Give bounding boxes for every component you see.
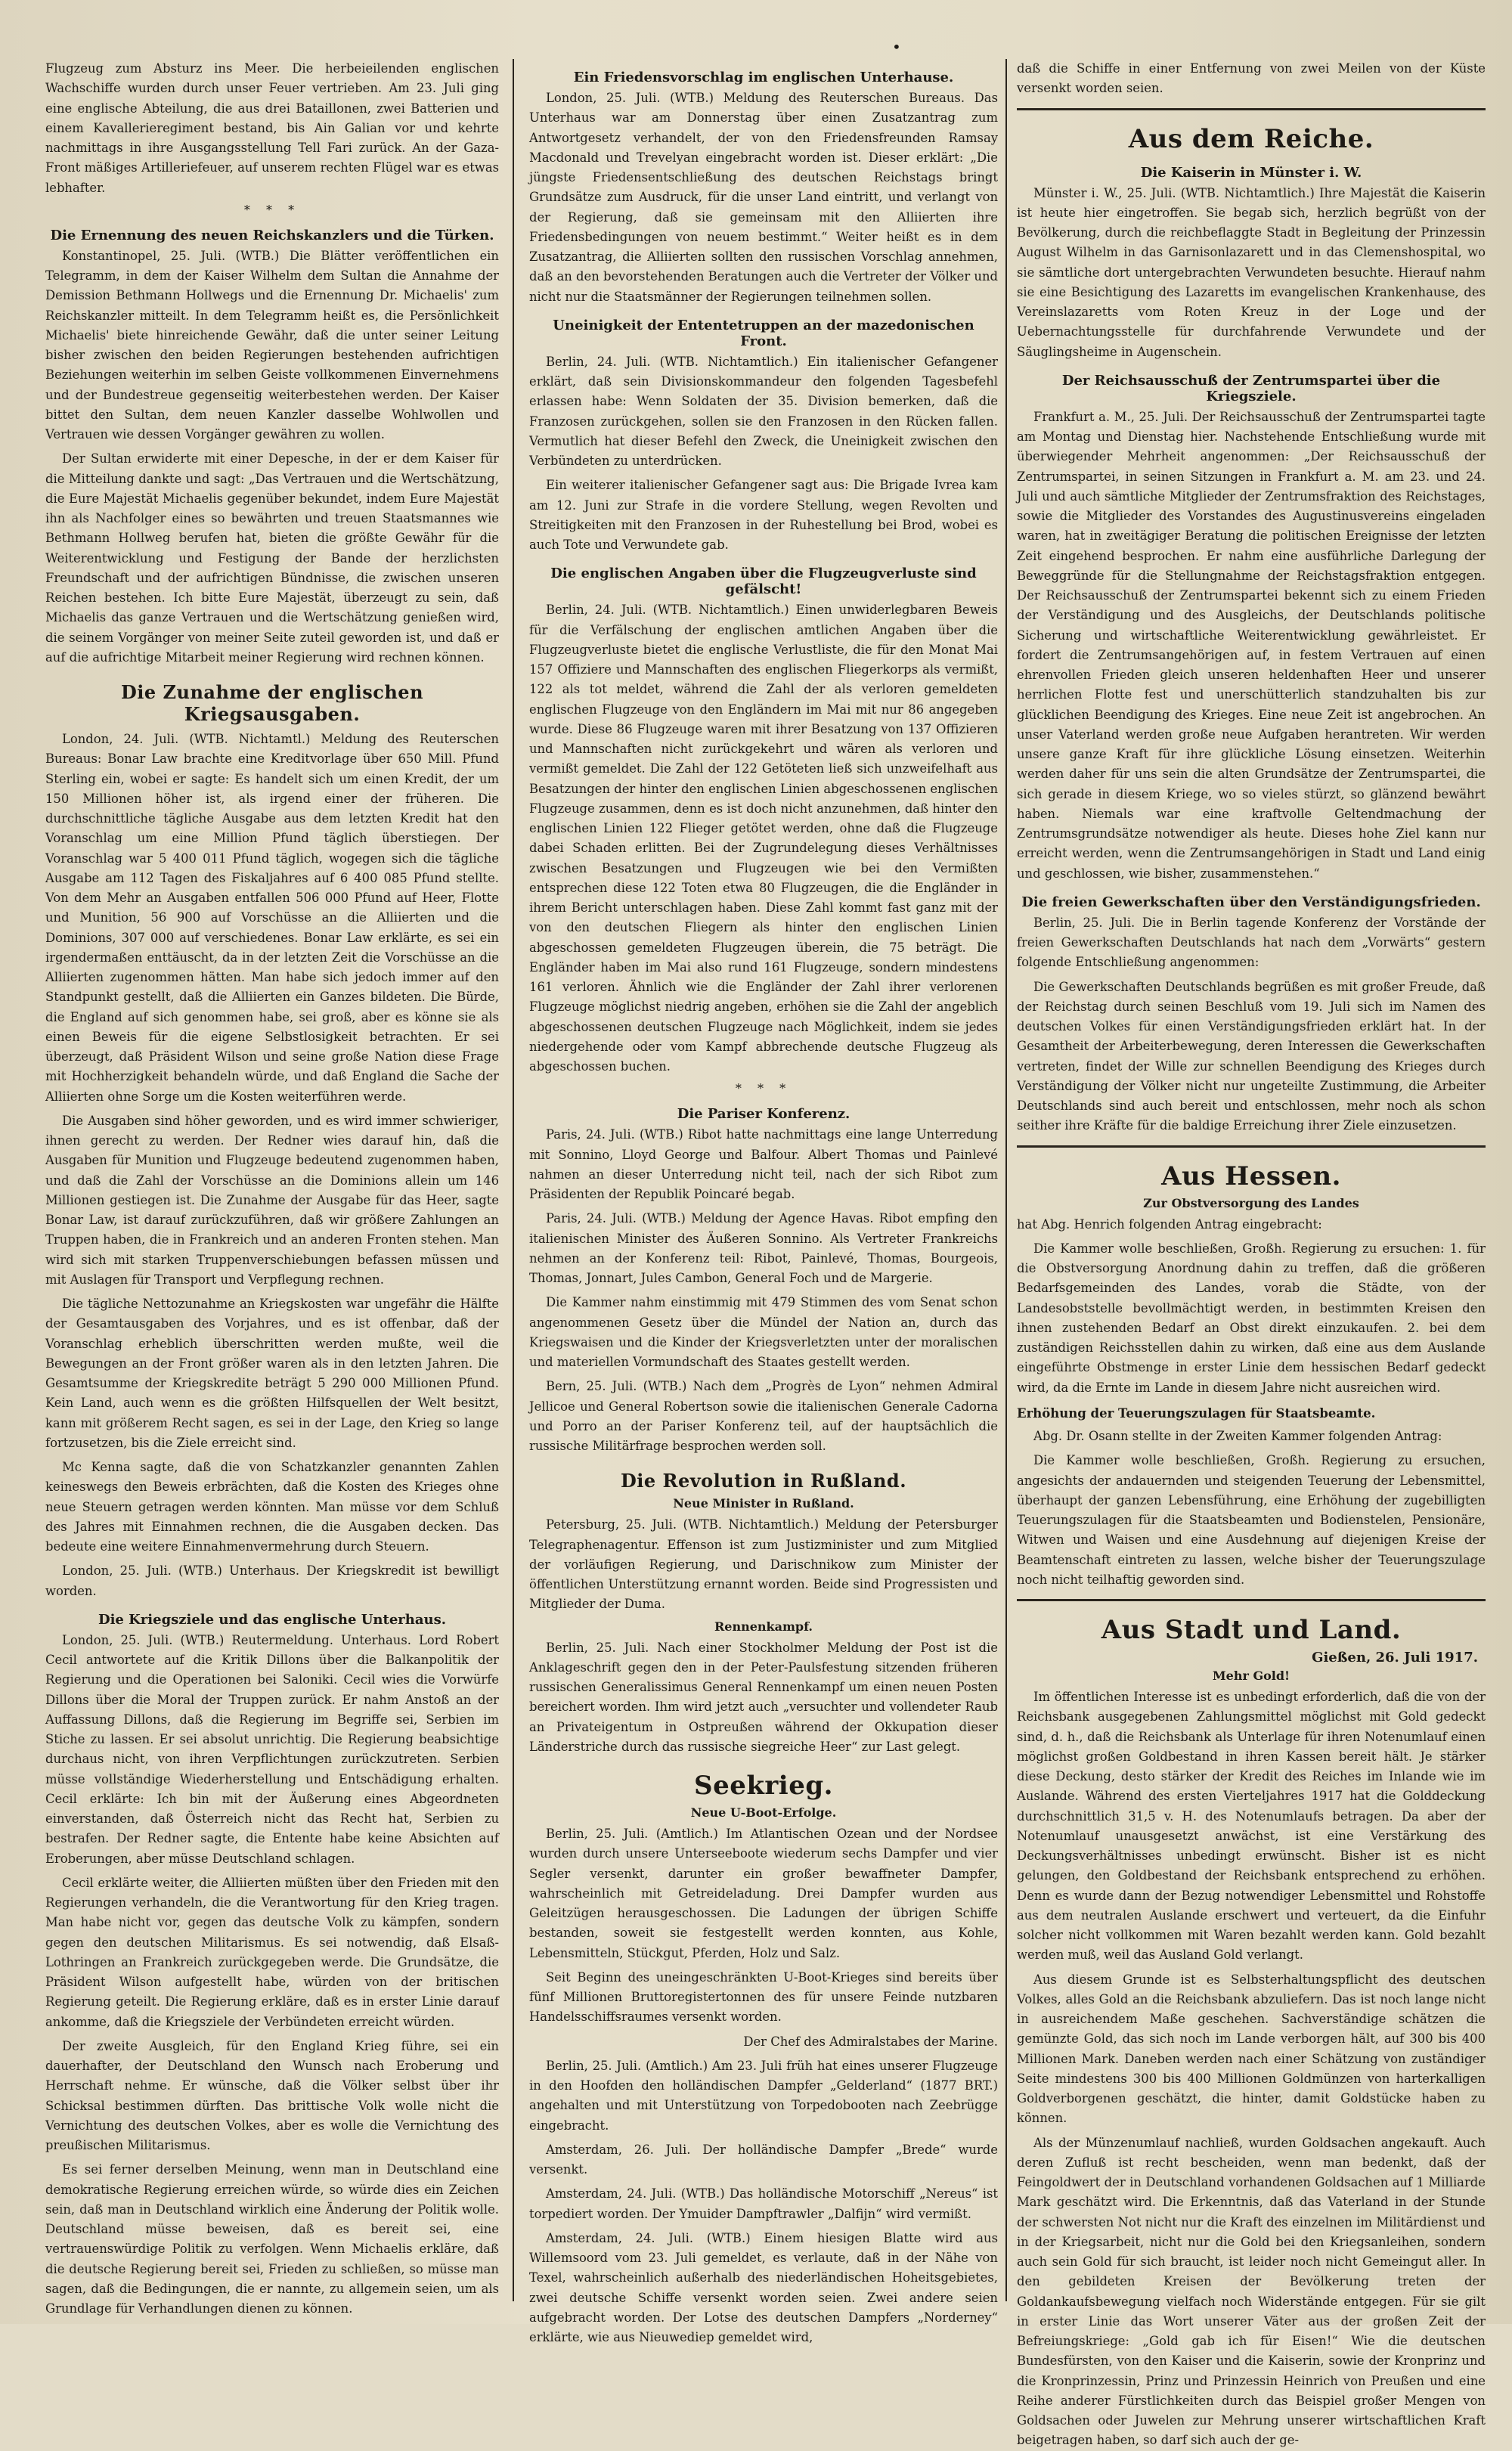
paragraph: Berlin, 25. Juli. (Amtlich.) Am 23. Juli früh hat eines unserer Flugzeuge in den Hoofden den holländischen Dampfer „Gelderland“ (1877 BRT.) angehalten und mit Unterstützung von Torpedobooten nach Zeebrügge eingebracht. — [529, 2058, 998, 2133]
subheadline-ubootserfolge: Neue U-Boot-Erfolge. — [690, 1805, 837, 1820]
paragraph: Seit Beginn des uneingeschränkten U-Boot-Krieges sind bereits über fünf Millionen Bruttoregistertonnen des für unsere Feinde nutzbaren Handelsschiffsraumes versenkt worden. — [529, 1969, 998, 2025]
headline-uneinigkeit: Uneinigkeit der Ententetruppen an der mazedonischen Front. — [553, 317, 974, 349]
headline-aus-hessen: Aus Hessen. — [1161, 1160, 1341, 1191]
paragraph: Cecil erklärte weiter, die Alliierten müßten über den Frieden mit den Regierungen verhandeln, die die Verantwortung für den Krieg tragen. Man habe nicht vor, gegen das deutsche Volk zu kämpfen, sondern gegen den deutschen Militarismus. Es sei notwendig, daß Elsaß-Lothringen an Frankreich zurückgegeben werde. Die Grundsätze, die Präsident Wilson aufgestellt habe, würden von der britischen Regierung geteilt. Die Regierung erkläre, daß es in erster Linie darauf ankomme, daß die Kriegsziele der Verbündeten erreicht würden. — [45, 1875, 499, 2029]
paragraph: Aus diesem Grunde ist es Selbsterhaltungspflicht des deutschen Volkes, alles Gold an die Reichsbank abzuliefern. Das ist noch lange nicht in ausreichendem Maße geschehen. Sachverständige schätzen die gemünzte Gold, das sich noch im Lande verborgen hält, auf 300 bis 400 Millionen Mark. Daneben werden nach einer Schätzung von zuständiger Seite mindestens 300 bis 400 Millionen Goldmünzen von harterkalligen Goldverborgenen geschätzt, die hinter, damit Goldstücke haben zu können. — [1017, 1972, 1486, 2126]
paragraph: Amsterdam, 26. Juli. Der holländische Dampfer „Brede“ wurde versenkt. — [529, 2142, 998, 2177]
headline-pariser-konferenz: Die Pariser Konferenz. — [677, 1106, 850, 1123]
page-marker: • — [892, 38, 901, 56]
paragraph: Mc Kenna sagte, daß die von Schatzkanzler genannten Zahlen keineswegs den Beweis erbrächten, daß die Kosten des Krieges ohne neue Steuern getragen werden könnten. Man müsse vor dem Schluß des Jahres mit Einnahmen rechnen, die die Ausgaben decken. Das bedeute eine weitere Einnahmenvermehrung durch Steuern. — [45, 1460, 499, 1554]
headline-aus-dem-reiche: Aus dem Reiche. — [1128, 123, 1374, 154]
headline-kaiserin: Die Kaiserin in Münster i. W. — [1140, 164, 1362, 181]
paragraph: Berlin, 24. Juli. (WTB. Nichtamtlich.) Einen unwiderlegbaren Beweis für die Verfälschung der englischen amtlichen Angaben über die Flugzeugverluste bietet die englische Verlustliste, die für den Monat Mai 157 Offiziere und Mannschaften des englischen Fliegerkorps als vermißt, 122 als tot meldet, während die Zahl der als verloren gemeldeten englischen Flugzeuge von den Engländern im Mai mit nur 86 angegeben wurde. Diese 86 Flugzeuge waren mit ihrer Besatzung von 137 Offizieren und Mannschaften nicht zurückgekehrt und wären als verloren und vermißt gemeldet. Die Zahl der 122 Getöteten ließ sich unzweifelhaft aus Besatzungen der hinter den englischen Linien abgeschossenen englischen Flugzeuge zusammen, denn es ist doch nicht anzunehmen, daß hinter den englischen Linien 122 Flieger getötet werden, ohne daß die Flugzeuge dabei Schaden erlitten. Bei der Zugrundelegung dieses Verhältnisses zwischen Besatzungen und Flugzeugen wie bei den Vermißten entsprechen diese 122 Toten etwa 80 Flugzeugen, die die Engländer in ihrem Bericht unterschlagen haben. Diese Zahl kommt fast ganz mit der von den deutschen Fliegern als hinter den englischen Linien abgeschossen gemeldeten Flugzeugen überein, die 75 beträgt. Die Engländer haben im Mai also rund 161 Flugzeuge, sondern mindestens 161 verloren. Ähnlich wie die Engländer der Zahl ihrer verlorenen Flugzeuge möglichst niedrig angeben, erhöhen sie die Zahl der angeblich abgeschossenen deutschen Flugzeuge nach Möglichkeit, indem sie jedes niedergehende oder vom Kampf abbrechende deutsche Flugzeug als abgeschossen buchen. — [529, 603, 998, 1074]
column-1 — [45, 59, 499, 2316]
paragraph: Bern, 25. Juli. (WTB.) Nach dem „Progrès de Lyon“ nehmen Admiral Jellicoe und General Robertson sowie die italienischen Generale Cadorna und Porro an der Pariser Konferenz teil, auf der hauptsächlich die russische Militärfrage besprochen werden soll. — [529, 1379, 998, 1453]
paragraph: Berlin, 25. Juli. (Amtlich.) Im Atlantischen Ozean und der Nordsee wurden durch unsere Unterseeboote wiederum sechs Dampfer und vier Segler versenkt, darunter ein großer bewaffneter Dampfer, wahrscheinlich mit Getreideladung. Drei Dampfer wurden aus Geleitzügen herausgeschossen. Die Ladungen der übrigen Schiffe bestanden, soweit sie festgestellt werden konnten, aus Kohle, Lebensmitteln, Stückgut, Pferden, Holz und Salz. — [529, 1827, 998, 1960]
separator: * * * — [243, 202, 301, 217]
headline-revolution: Die Revolution in Rußland. — [620, 1470, 907, 1492]
paragraph: hat Abg. Henrich folgenden Antrag eingebracht: — [1017, 1216, 1322, 1232]
paragraph: Konstantinopel, 25. Juli. (WTB.) Die Blätter veröffentlichen ein Telegramm, in dem der Kaiser Wilhelm dem Sultan die Annahme der Demission Bethmann Hollwegs und die Ernennung Dr. Michaelis' zum Reichskanzler mitteilt. In dem Telegramm heißt es, die Persönlichkeit Michaelis' biete hinreichende Gewähr, daß die unter seiner Leitung bisher zwischen den beiden Regierungen bestehenden aufrichtigen Beziehungen weiterhin im selben Geiste vollkommenen Einvernehmens und der Bundestreue gegenseitig weiterbestehen werden. Der Kaiser bittet den Sultan, dem neuen Kanzler dasselbe Wohlwollen und Vertrauen wie dessen Vorgänger gewähren zu wollen. — [45, 248, 499, 442]
headline-reichsausschuss: Der Reichsausschuß der Zentrumspartei über die Kriegsziele. — [1061, 372, 1441, 404]
headline-ernennung: Die Ernennung des neuen Reichskanzlers und die Türken. — [50, 227, 494, 243]
subheadline-rennenkampf: Rennenkampf. — [714, 1619, 813, 1634]
paragraph: Amsterdam, 24. Juli. (WTB.) Das holländische Motorschiff „Nereus“ ist torpediert worden. Der Ymuider Dampftrawler „Dalfijn“ wird vermißt. — [529, 2186, 998, 2221]
paragraph: Berlin, 24. Juli. (WTB. Nichtamtlich.) Ein italienischer Gefangener erklärt, daß sein Divisionskommandeur den folgenden Tagesbefehl erlassen habe: Wenn Soldaten der 35. Division bemerken, daß die Franzosen zurückgehen, sollen sie den Franzosen in den Rücken fallen. Vermutlich hat dieser Befehl den Zweck, die Uneinigkeit zwischen den Verbündeten zu unterdrücken. — [529, 354, 998, 468]
paragraph: Die Kammer wolle beschließen, Großh. Regierung zu ersuchen, angesichts der andauernden und steigenden Teuerung der Lebensmittel, überhaupt der ganzen Lebensführung, eine Erhöhung der zugebilligten Teuerungszulagen für die Staatsbeamten und Bodienstelen, Pensionäre, Witwen und Waisen und eine Ausdehnung auf diejenigen Kreise der Beamtenschaft eintreten zu lassen, welche bisher der Teuerungszulage noch nicht teilhaftig geworden sind. — [1017, 1453, 1486, 1587]
separator: * * * — [735, 1081, 792, 1096]
paragraph: Der zweite Ausgleich, für den England Krieg führe, sei ein dauerhafter, der Deutschland den Wunsch nach Eroberung und Herrschaft nehme. Er wünsche, daß die Völker selbst über ihr Schicksal bestimmen dürften. Das brittische Volk wolle nicht die Vernichtung des deutschen Volkes, aber es wolle die Vernichtung des preußischen Militarismus. — [45, 2038, 499, 2152]
subheadline-minister: Neue Minister in Rußland. — [673, 1496, 854, 1511]
article-intro: Flugzeug zum Absturz ins Meer. Die herbeieilenden englischen Wachschiffe wurden durch unser Feuer vertrieben. Am 23. Juli ging eine englische Abteilung, die aus drei Bataillonen, zwei Batterien und einem Kavallerieregiment bestand, bis Ain Galian vor und kehrte nachmittags in ihre Ausgangsstellung Tell Fari zurück. An der Gaza-Front mäßiges Artilleriefeuer, auf unserem rechten Flügel war es etwas lebhafter. — [45, 61, 499, 195]
column-3 — [1017, 59, 1486, 2448]
paragraph: Amsterdam, 24. Juli. (WTB.) Einem hiesigen Blatte wird aus Willemsoord vom 23. Juli gemeldet, es verlaute, daß in der Nähe von Texel, wahrscheinlich außerhalb des niederländischen Hoheitsgebietes, zwei deutsche Schiffe versenkt worden seien. Zwei andere seien aufgebracht worden. Der Lotse des deutschen Dampfers „Norderney“ erklärte, wie aus Nieuwediep gemeldet wird, — [529, 2230, 998, 2344]
paragraph: Der Sultan erwiderte mit einer Depesche, in der er dem Kaiser für die Mitteilung dankte und sagt: „Das Vertrauen und die Wertschätzung, die Eure Majestät Michaelis gegenüber bekundet, indem Eure Majestät ihn als Nachfolger eines so bewährten und treuen Staatsmannes wie Bethmann Hollweg berufen hat, bieten die größte Gewähr für die Weiterentwicklung und Festigung der Bande der herzlichsten Freundschaft und der aufrichtigen Bündnisse, die zwischen unseren Reichen bestehen. Ich bitte Eure Majestät, überzeugt zu sein, daß Michaelis das ganze Vertrauen und die Wertschätzung genießen wird, die seinem Vorgänger von meiner Seite zuteil geworden ist, und daß er auf die aufrichtige Mitarbeit meiner Regierung wird rechnen können. — [45, 451, 499, 665]
signature: Der Chef des Admiralstabes der Marine. — [743, 2034, 998, 2049]
headline-zunahme: Die Zunahme der englischen Kriegsausgaben. — [120, 681, 424, 725]
paragraph: Die Gewerkschaften Deutschlands begrüßen es mit großer Freude, daß der Reichstag durch seinen Beschluß vom 19. Juli sich im Namen des deutschen Volkes für einen Verständigungsfrieden erklärt hat. In der Gesamtheit der Arbeiterbewegung, deren Interessen die Gewerkschaften vertreten, findet der Wille zur schnellen Beendigung des Krieges durch Verständigung der Völker nicht nur ungeteilte Zustimmung, die Arbeiter Deutschlands sind auch bereit und entschlossen, mehr noch als schon seither ihre Kräfte für die baldige Erreichung ihrer Ziele einzusetzen. — [1017, 979, 1486, 1133]
paragraph: Ein weiterer italienischer Gefangener sagt aus: Die Brigade Ivrea kam am 12. Juni zur Strafe in die vordere Stellung, wegen Revolten und Streitigkeiten mit den Franzosen in der Ruhestellung bei Brod, wobei es auch Tote und Verwundete gab. — [529, 478, 998, 552]
subheadline-obstversorgung: Zur Obstversorgung des Landes — [1143, 1195, 1359, 1210]
paragraph: Berlin, 25. Juli. Nach einer Stockholmer Meldung der Post ist die Anklageschrift gegen den in der Peter-Paulsfestung sitzenden früheren russischen Generalissimus General Rennenkampf um einen neuen Posten bereichert worden. Ihm wird jetzt auch „versuchter und vollendeter Raub an Privateigentum in Ostpreußen während der Okkupation dieser Länderstriche durch das russische siegreiche Heer“ zur Last gelegt. — [529, 1640, 998, 1754]
headline-flugzeugverluste: Die englischen Angaben über die Flugzeugverluste sind gefälscht! — [550, 565, 977, 598]
headline-aus-stadt-und-land: Aus Stadt und Land. — [1101, 1615, 1402, 1646]
paragraph: Als der Münzenumlauf nachließ, wurden Goldsachen angekauft. Auch deren Zufluß ist recht bescheiden, wenn man bedenkt, daß der Feingoldwert der in Deutschland vorhandenen Goldsachen auf 1 Milliarde Mark geschätzt wird. Die Erkenntnis, daß das Vaterland in der Stunde der schwersten Not nicht nur die Kraft des einzelnen im Militärdienst und in der Kriegsarbeit, nicht nur die Gold bei den Kriegsanleihen, sondern auch sein Gold für sich braucht, ist leider noch nicht Gemeingut aller. In den gebildeten Kreisen der Bevölkerung treten der Goldankaufsbewegung vielfach noch Widerstände entgegen. Für sie gilt in erster Linie das Wort unserer Väter aus der großen Zeit der Befreiungskriege: „Gold gab ich für Eisen!“ Wie die deutschen Bundesfürsten, von den Kaiser und die Kaiserin, sowie der Kronprinz und die Kronprinzessin, Prinz und Prinzessin Heinrich von Preußen und eine Reihe anderer Fürstlichkeiten durch das Beispiel großer Mengen von Goldsachen oder Juwelen zur Mehrung unserer wirtschaftlichen Kraft beigetragen haben, so darf sich auch der ge- — [1017, 2135, 1486, 2448]
column-2 — [529, 59, 998, 2344]
paragraph: London, 24. Juli. (WTB. Nichtamtl.) Meldung des Reuterschen Bureaus: Bonar Law brachte eine Kreditvorlage über 650 Mill. Pfund Sterling ein, wobei er sagte: Es handelt sich um einen Kredit, der um 150 Millionen höher ist, als irgend einer der früheren. Die durchschnittliche tägliche Ausgabe aus dem letzten Kredit hat den Voranschlag um eine Million Pfund täglich überstiegen. Der Voranschlag war 5 400 011 Pfund täglich, wogegen sich die tägliche Ausgabe am 112 Tagen des Fiskaljahres auf 6 400 085 Pfund stellte. Von dem Mehr an Ausgaben entfallen 506 000 Pfund auf Heer, Flotte und Munition, 56 900 auf Vorschüsse an die Alliierten und die Dominions, 307 000 auf verschiedenes. Bonar Law erklärte, es sei ein irgendermaßen enttäuscht, da in der letzten Zeit die Vorschüsse an die Alliierten zugenommen hätten. Man habe sich jedoch immer auf den Standpunkt gestellt, daß die Alliierten ein Ganzes bildeten. Die Bürde, die England auf sich genommen habe, sei groß, aber es könne sie als einen Beweis für die eigene Selbstlosigkeit betrachten. Er sei überzeugt, daß Präsident Wilson und seine große Nation diese Frage mit Hochherzigkeit behandeln würde, und daß England die Sache der Alliierten ohne Sorge um die Kosten weiterführen werde. — [45, 732, 499, 1104]
paragraph: Die Ausgaben sind höher geworden, und es wird immer schwieriger, ihnen gerecht zu werden. Der Redner wies darauf hin, daß die Ausgaben für Munition und Flugzeuge bedeutend zugenommen haben, und daß die Zahl der Vorschüsse an die Dominions allein um 146 Millionen gestiegen ist. Die Zunahme der Ausgabe für das Heer, sagte Bonar Law, ist darauf zurückzuführen, daß wir größere Zahlungen an Truppen haben, die in Frankreich und an anderen Fronten stehen. Man wird sich mit starken Truppenverschiebungen befassen müssen und mit Auslagen für Transport und Verpflegung rechnen. — [45, 1113, 499, 1287]
paragraph: London, 25. Juli. (WTB.) Unterhaus. Der Kriegskredit ist bewilligt worden. — [45, 1563, 499, 1598]
paragraph: Frankfurt a. M., 25. Juli. Der Reichsausschuß der Zentrumspartei tagte am Montag und Dienstag hier. Nachstehende Entschließung wurde mit überwiegender Mehrheit angenommen: „Der Reichsausschuß der Zentrumspartei, in seinen Sitzungen in Frankfurt a. M. am 23. und 24. Juli und auch sämtliche Mitglieder der Zentrumsfraktion des Reichstages, sowie die Mitglieder des Vorstandes des Augustinusvereins eingeladen waren, hat in zweitägiger Beratung die politischen Ereignisse der letzten Zeit eingehend besprochen. Er nahm eine ausführliche Darlegung der Beweggründe für die Stellungnahme der Reichstagsfraktion entgegen. Der Reichsausschuß der Zentrumspartei bekennt sich zu einem Frieden der Verständigung und des Ausgleichs, der Deutschlands politische Sicherung und wirtschaftliche Weiterentwicklung gewährleistet. Er fordert die Zentrumsangehörigen auf, in festem Vertrauen auf einen ehrenvollen Frieden gleich unseren heldenhaften Heer und unserer herrlichen Flotte fest und unerschütterlich standzuhalten bis zur glücklichen Beendigung des Krieges. Eine neue Zeit ist angebrochen. An unser Vaterland werden große neue Aufgaben herantreten. Wir werden unsere ganze Kraft für ihre glückliche Lösung einsetzen. Weiterhin werden daher für uns sein die alten Grundsätze der Zentrumspartei, die sich gerade in diesem Kriege, wo so vieles stürzt, so glänzend bewährt haben. Niemals war eine kraftvolle Geltendmachung der Zentrumsgrundsätze notwendiger als heute. Dieses hohe Ziel kann nur erreicht werden, wenn die Zentrumsangehörigen in Stadt und Land einig und geschlossen, wie bisher, zusammenstehen.“ — [1017, 409, 1486, 881]
paragraph: Abg. Dr. Osann stellte in der Zweiten Kammer folgenden Antrag: — [1033, 1429, 1442, 1444]
paragraph: Münster i. W., 25. Juli. (WTB. Nichtamtlich.) Ihre Majestät die Kaiserin ist heute hier eingetroffen. Sie begab sich, herzlich begrüßt von der Bevölkerung, durch die reichbeflaggte Stadt in Begleitung der Prinzessin August Wilhelm in das Garnisonlazarett und in das Clemenshospital, wo sie sämtliche dort untergebrachten Verwundeten besuchte. Hierauf nahm sie eine Besichtigung des Lazaretts im evangelischen Krankenhause, des Vereinslazaretts vom Roten Kreuz in der Loge und der Uebernachtungsstelle für durchfahrende Verwundete und der Säuglingsheime in Augenschein. — [1017, 185, 1486, 359]
dateline: Gießen, 26. Juli 1917. — [1312, 1650, 1478, 1666]
column-divider — [513, 59, 514, 2301]
paragraph-continued: daß die Schiffe in einer Entfernung von zwei Meilen von der Küste versenkt worden seien. — [1017, 61, 1486, 96]
paragraph: Im öffentlichen Interesse ist es unbedingt erforderlich, daß die von der Reichsbank ausgegebenen Zahlungsmittel möglichst mit Gold gedeckt sind, d. h., daß die Reichsbank als Unterlage für ihren Notenumlauf einen möglichst großen Goldbestand in ihren Kassen bereit hält. Je stärker diese Deckung, desto stärker der Kredit des Reiches im Inlande wie im Auslande. Während des ersten Vierteljahres 1917 hat die Golddeckung durchschnittlich 31,5 v. H. des Notenumlaufs betragen. Da aber der Notenumlauf unausgesetzt anwächst, ist eine Verstärkung des Deckungsverhältnisses unbedingt erwünscht. Bisher ist es nicht gelungen, den Goldbestand der Reichsbank entsprechend zu erhöhen. Denn es wurde dann der Bezug notwendiger Lebensmittel und Rohstoffe aus dem neutralen Auslande erschwert und verteuert, da die Einfuhr solcher nicht vollkommen mit Waren bezahlt werden kann. Gold bezahlt werden muß, weil das Ausland Gold verlangt. — [1017, 1690, 1486, 1963]
section-rule — [1017, 1599, 1486, 1601]
paragraph: Es sei ferner derselben Meinung, wenn man in Deutschland eine demokratische Regierung erreichen würde, so würde dies ein Zeichen sein, daß man in Deutschland wirklich eine Änderung der Politik wolle. Deutschland müsse beweisen, daß es bereit sei, eine vertrauenswürdige Politik zu verfolgen. Wenn Michaelis erkläre, daß die deutsche Regierung bereit sei, Frieden zu schließen, so müsse man sagen, daß die Bedingungen, die er nannte, zu allgemein seien, um als Grundlage für Verhandlungen dienen zu können. — [45, 2162, 499, 2316]
paragraph: Die tägliche Nettozunahme an Kriegskosten war ungefähr die Hälfte der Gesamtausgaben des Vorjahres, und es ist offenbar, daß der Voranschlag erheblich überschritten werden mußte, weil die Bewegungen an der Front größer waren als in den letzten Jahren. Die Gesamtsumme der Kriegskredite beträgt 5 290 000 Millionen Pfund. Kein Land, auch wenn es die größten Hilfsquellen der Welt besitzt, kann mit größerem Recht sagen, es sei in der Lage, den Krieg so lange fortzusetzen, bis die Ziele erreicht sind. — [45, 1297, 499, 1450]
paragraph: Die Kammer wolle beschließen, Großh. Regierung zu ersuchen: 1. für die Obstversorgung Anordnung dahin zu treffen, daß die größeren Bedarfsgemeinden des Landes, vorab die Städte, von der Landesobststelle bevollmächtigt werden, in bestimmten Kreisen den ihnen zustehenden Bedarf an Obst direkt einzukaufen. 2. bei dem zuständigen Reichsstellen dahin zu wirken, daß eine aus dem Auslande eingeführte Obstmenge in erster Linie dem hessischen Bedarf gedeckt wird, da die Ernte im Lande in diesem Jahre nicht ausreichen wird. — [1017, 1241, 1486, 1395]
paragraph: London, 25. Juli. (WTB.) Meldung des Reuterschen Bureaus. Das Unterhaus war am Donnerstag über einen Zusatzantrag zum Antwortgesetz verhandelt, der von den Friedensfreunden Ramsay Macdonald und Trevelyan eingebracht worden ist. Dieser erklärt: „Die jüngste Friedensentschließung des deutschen Reichstags bringt Grundsätze zum Ausdruck, für die unser Land eintritt, und verlangt von der Regierung, daß sie gemeinsam mit den Alliierten ihre Friedensbedingungen von neuem bestimmt.“ Weiter heißt es in dem Zusatzantrag, die Alliierten sollten den russischen Vorschlag annehmen, daß an den bevorstehenden Beratungen auch die Vertreter der Völker und nicht nur die Staatsmänner der Regierungen teilnehmen sollen. — [529, 91, 998, 304]
paragraph: Berlin, 25. Juli. Die in Berlin tagende Konferenz der Vorstände der freien Gewerkschaften Deutschlands hat nach dem „Vorwärts“ gestern folgende Entschließung angenommen: — [1017, 915, 1486, 970]
section-rule — [1017, 108, 1486, 110]
headline-gewerkschaften: Die freien Gewerkschaften über den Verständigungsfrieden. — [1021, 894, 1481, 910]
headline-kriegsziele: Die Kriegsziele und das englische Unterhaus. — [98, 1611, 447, 1628]
paragraph: Paris, 24. Juli. (WTB.) Meldung der Agence Havas. Ribot empfing den italienischen Minister des Äußeren Sonnino. Als Vertreter Frankreichs nehmen an der Konferenz teil: Ribot, Painlevé, Thomas, Bourgeois, Thomas, Jonnart, Jules Cambon, General Foch und de Margerie. — [529, 1211, 998, 1285]
paragraph: Paris, 24. Juli. (WTB.) Ribot hatte nachmittags eine lange Unterredung mit Sonnino, Lloyd George und Balfour. Albert Thomas und Painlevé nahmen an dieser Unterredung nicht teil, nach der sich Ribot zum Präsidenten der Republik Poincaré begab. — [529, 1127, 998, 1201]
headline-seekrieg: Seekrieg. — [694, 1771, 833, 1801]
subheadline-mehr-gold: Mehr Gold! — [1212, 1669, 1290, 1684]
paragraph: Petersburg, 25. Juli. (WTB. Nichtamtlich.) Meldung der Petersburger Telegraphenagentur. Effenson ist zum Justizminister und zum Mitglied der vorläufigen Regierung, und Darischnikow zum Minister der öffentlichen Unterstützung ernannt worden. Beide sind Progressisten und Mitglieder der Duma. — [529, 1517, 998, 1612]
section-rule — [1017, 1145, 1486, 1148]
paragraph: London, 25. Juli. (WTB.) Reutermeldung. Unterhaus. Lord Robert Cecil antwortete auf die Kritik Dillons über die Balkanpolitik der Regierung und die Operationen bei Saloniki. Cecil wies die Vorwürfe Dillons über die Moral der Truppen zurück. Er nahm Anstoß an der Auffassung Dillons, daß die Regierung im Begriffe sei, Serbien im Stiche zu lassen. Er sei absolut unrichtig. Die Regierung beabsichtige durchaus nicht, von ihren Verpflichtungen zurückzutreten. Serbien müsse vollständige Wiederherstellung und Entschädigung erhalten. Cecil erklärte: Ich bin mit der Äußerung eines Abgeordneten einverstanden, daß Österreich nicht das Recht hat, Serbien zu bestrafen. Der Redner sagte, die Entente habe keine Absichten auf Eroberungen, aber müsse Deutschland schlagen. — [45, 1632, 499, 1866]
paragraph: Die Kammer nahm einstimmig mit 479 Stimmen des vom Senat schon angenommenen Gesetz über die Mündel der Nation an, durch das Kriegswaisen und die Kinder der Kriegsverletzten unter der moralischen und materiellen Vormundschaft des Staates gestellt werden. — [529, 1295, 998, 1369]
headline-friedensvorschlag: Ein Friedensvorschlag im englischen Unterhause. — [573, 70, 954, 85]
subheadline-teuerungszulagen: Erhöhung der Teuerungszulagen für Staatsbeamte. — [1017, 1405, 1376, 1421]
column-divider — [1005, 59, 1007, 2301]
